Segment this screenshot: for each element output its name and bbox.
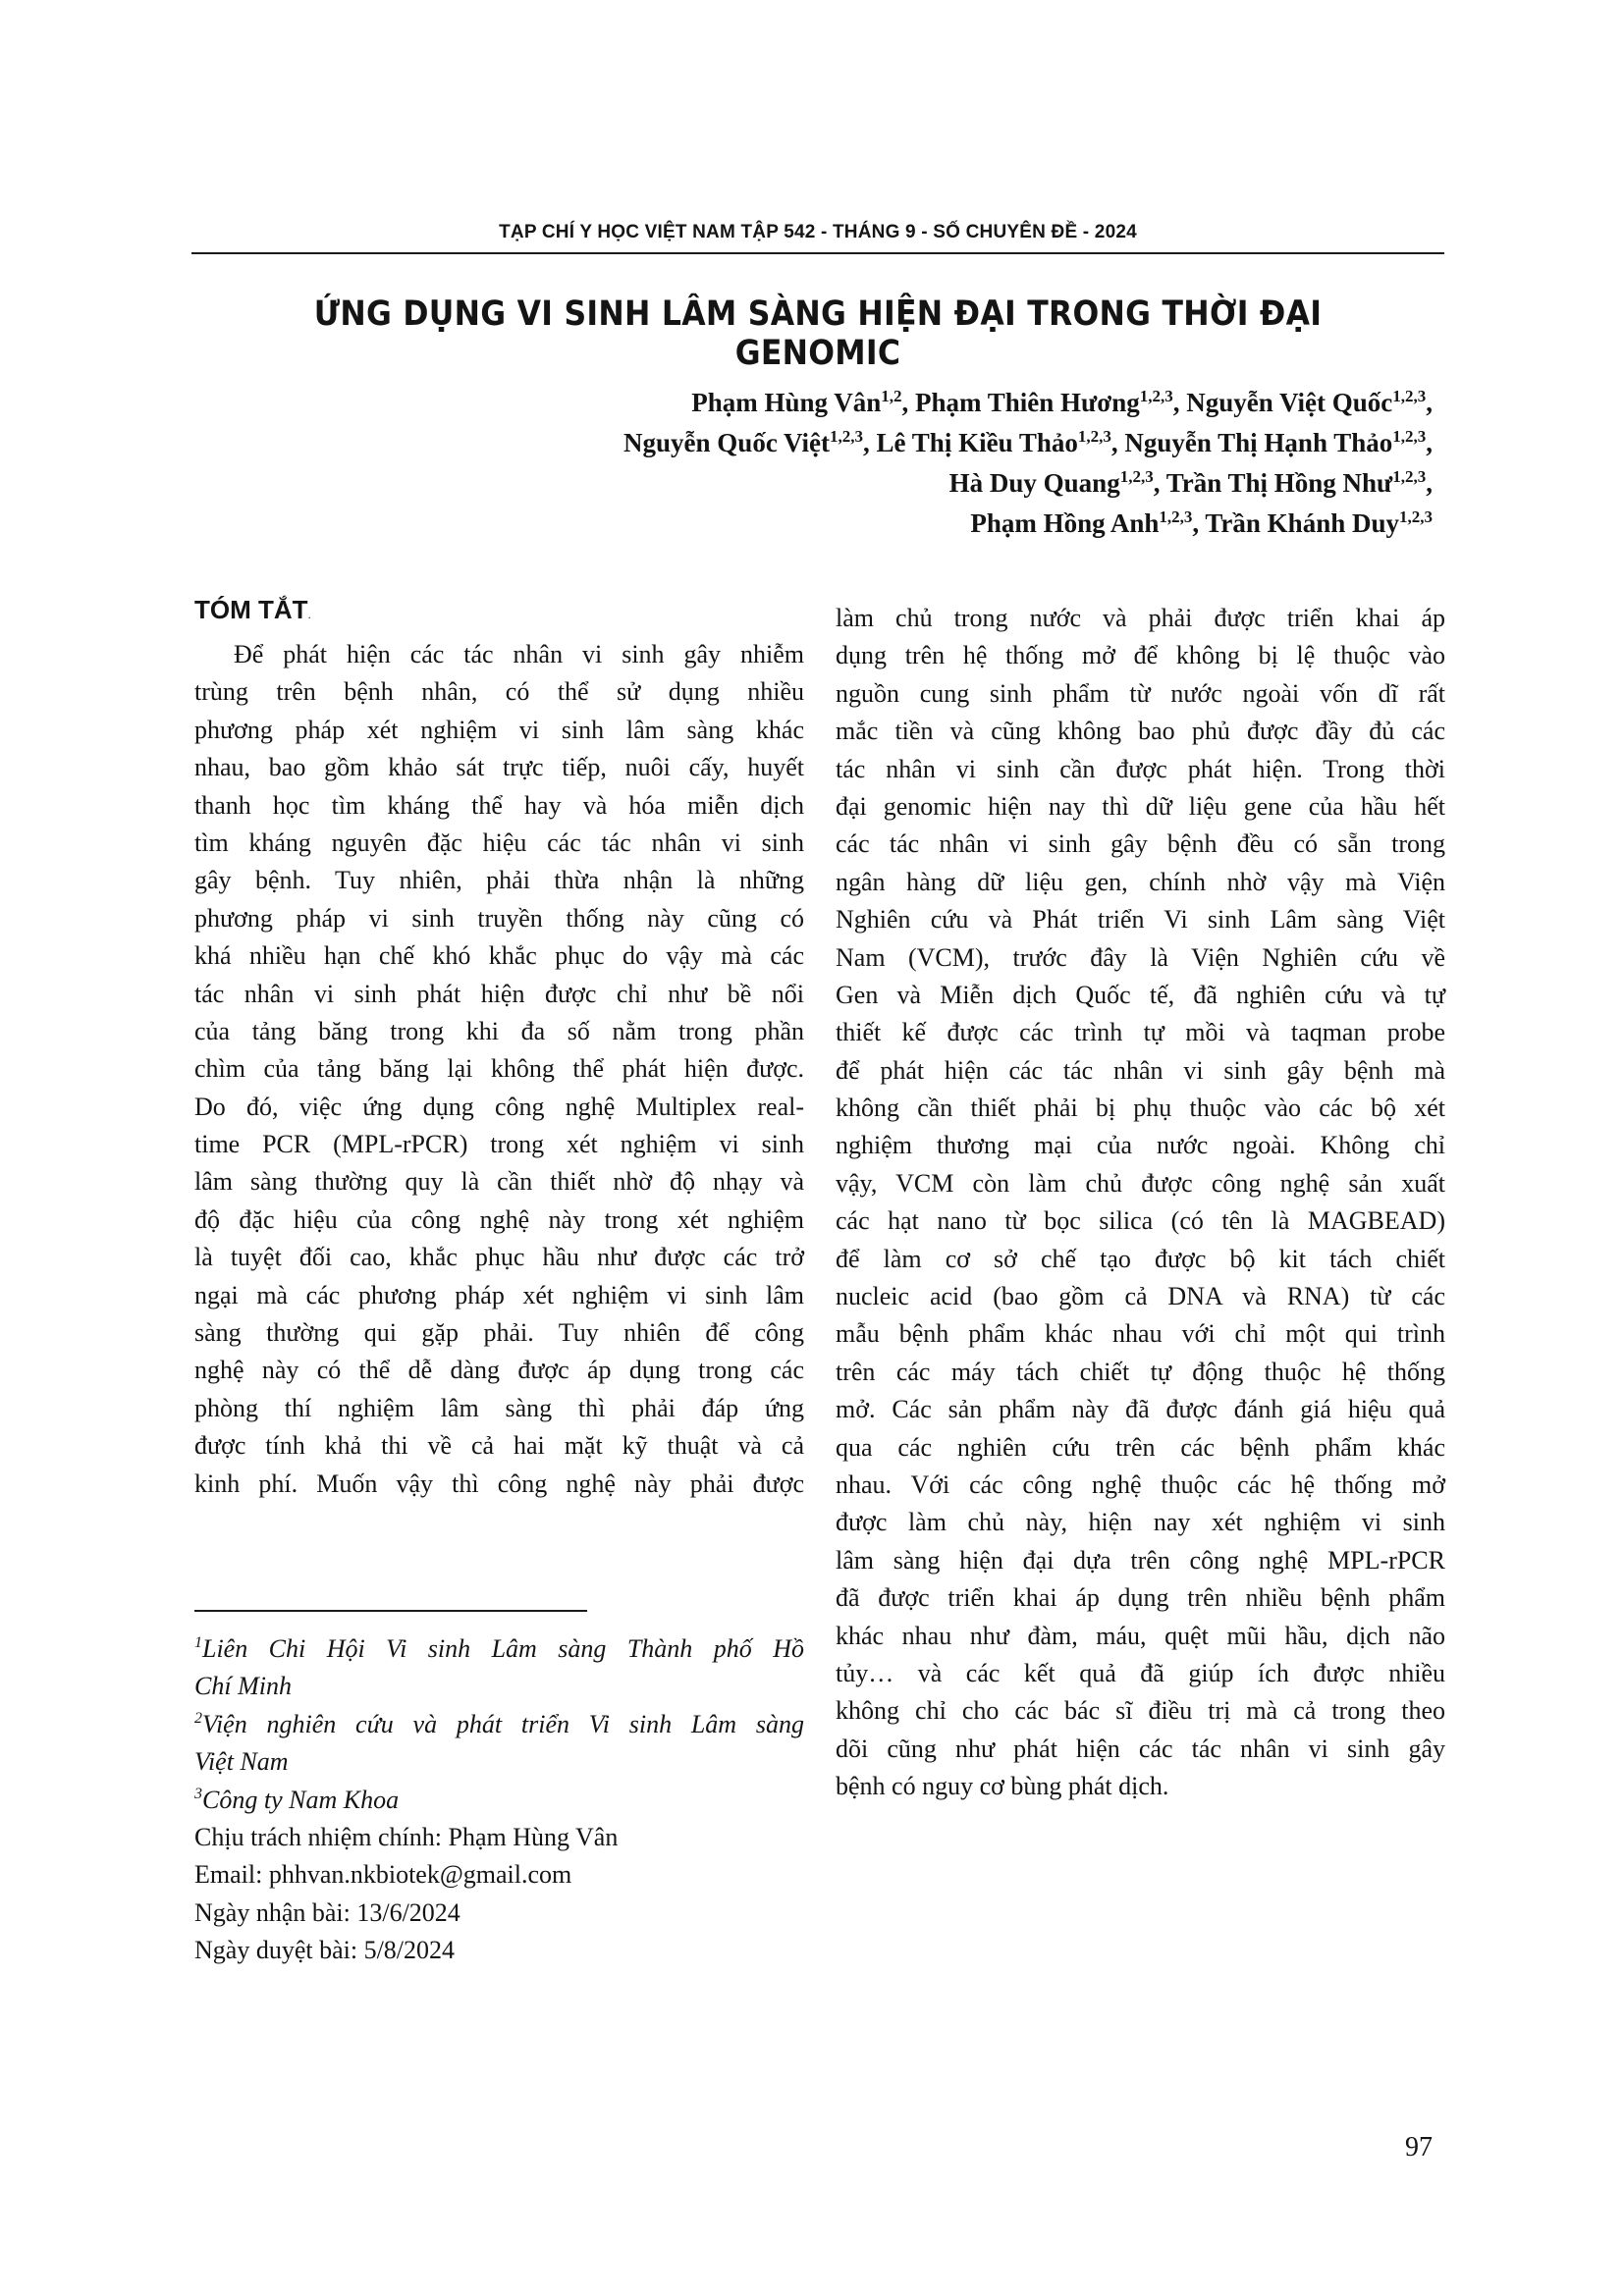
author-name: Lê Thị Kiều Thảo [876, 428, 1078, 457]
text-line: qua các nghiên cứu trên các bệnh phẩm khác [836, 1432, 1445, 1462]
author-separator: , [863, 428, 877, 457]
text-line: thanh học tìm kháng thể hay và hóa miễn dịch [194, 790, 804, 820]
author-name: Trần Khánh Duy [1205, 508, 1399, 538]
author-line [623, 423, 1433, 463]
affiliation-number: 2 [194, 1709, 202, 1727]
affiliation-number: 1 [194, 1634, 202, 1651]
text-line: Gen và Miễn dịch Quốc tế, đã nghiên cứu và tự [836, 980, 1445, 1009]
text-line: các hạt nano từ bọc silica (có tên là MAGBEAD) [836, 1206, 1445, 1236]
text-line: nhau, bao gồm khảo sát trực tiếp, nuôi cấy, huyết [194, 753, 804, 782]
text-line: để phát hiện các tác nhân vi sinh gây bệnh mà [836, 1055, 1445, 1085]
author-affiliation: 1,2,3 [1392, 427, 1427, 446]
text-line: khá nhiều hạn chế khó khắc phục do vậy mà các [194, 941, 804, 971]
abstract-heading-text: TÓM TẮT [194, 595, 308, 624]
running-header: TẠP CHÍ Y HỌC VIỆT NAM TẬP 542 - THÁNG 9 - SỐ CHUYÊN ĐỀ - 2024 [499, 222, 1137, 242]
author-separator: , [1426, 428, 1433, 457]
author-line [623, 383, 1433, 423]
page-number: 97 [1405, 2132, 1433, 2163]
abstract-right-column [836, 600, 1445, 1806]
author-separator: , [901, 388, 916, 417]
text-line: của tảng băng trong khi đa số nằm trong phần [194, 1016, 804, 1045]
affiliation-3 [194, 1782, 804, 1819]
article-title: ỨNG DỤNG VI SINH LÂM SÀNG HIỆN ĐẠI TRONG THỜI ĐẠI GENOMIC [313, 294, 1323, 373]
text-line: lâm sàng thường quy là cần thiết nhờ độ nhạy và [194, 1167, 804, 1197]
author-name: Trần Thị Hồng Như [1165, 468, 1393, 498]
text-line: làm chủ trong nước và phải được triển khai áp [836, 604, 1445, 632]
affiliation-number: 3 [194, 1785, 202, 1802]
corresponding-author: Chịu trách nhiệm chính: Phạm Hùng Vân [194, 1822, 619, 1851]
text-line: dụng trên hệ thống mở để không bị lệ thuộc vào [836, 641, 1445, 670]
text-line: nghệ này có thể dễ dàng được áp dụng trong các [194, 1356, 804, 1385]
text-line: lâm sàng hiện đại dựa trên công nghệ MPL-rPCR [836, 1545, 1445, 1575]
text-line: vậy, VCM còn làm chủ được công nghệ sản xuất [836, 1168, 1445, 1198]
text-line: sàng thường qui gặp phải. Tuy nhiên để công [194, 1318, 804, 1348]
author-affiliation: 1,2,3 [1139, 387, 1173, 405]
author-list [623, 383, 1433, 544]
author-name: Phạm Hùng Vân [691, 388, 882, 417]
text-line: Nghiên cứu và Phát triển Vi sinh Lâm sàng Việt [836, 905, 1445, 934]
affiliation-2 [194, 1706, 804, 1743]
text-line: đại genomic hiện nay thì dữ liệu gene của hầu hết [836, 791, 1445, 821]
author-affiliation: 1,2,3 [1159, 507, 1193, 526]
text-line: là tuyệt đối cao, khắc phục hầu như được các trở [194, 1243, 804, 1272]
affiliation-2-cont: Việt Nam [194, 1747, 289, 1777]
author-name: Nguyễn Quốc Việt [623, 428, 831, 457]
text-line: phương pháp vi sinh truyền thống này cũng có [194, 903, 804, 933]
affiliation-1 [194, 1630, 804, 1668]
author-separator: , [1110, 428, 1125, 457]
text-line: nguồn cung sinh phẩm từ nước ngoài vốn dĩ rất [836, 678, 1445, 708]
author-line [623, 504, 1433, 544]
text-line: nucleic acid (bao gồm cả DNA và RNA) từ các [836, 1282, 1445, 1311]
text-line: để làm cơ sở chế tạo được bộ kit tách chiết [836, 1244, 1445, 1273]
abstract-left-column [194, 636, 804, 1503]
author-affiliation: 1,2,3 [830, 427, 864, 446]
affiliation-text: Công ty Nam Khoa [202, 1785, 400, 1814]
affiliation-text: Liên Chi Hội Vi sinh Lâm sàng Thành phố Hồ [202, 1634, 804, 1663]
text-line: nhau. Với các công nghệ thuộc các hệ thống mở [836, 1469, 1445, 1499]
author-name: Nguyễn Việt Quốc [1186, 388, 1393, 417]
text-line: không chỉ cho các bác sĩ điều trị mà cả trong theo [836, 1696, 1445, 1726]
text-line: được tính khả thi về cả hai mặt kỹ thuật và cả [194, 1431, 804, 1461]
text-line: tìm kháng nguyên đặc hiệu các tác nhân vi sinh [194, 828, 804, 857]
text-line: phương pháp xét nghiệm vi sinh lâm sàng khác [194, 715, 804, 744]
author-affiliation: 1,2 [881, 387, 902, 405]
text-line: Để phát hiện các tác nhân vi sinh gây nhiễm [234, 640, 804, 668]
text-line: trùng trên bệnh nhân, có thể sử dụng nhiều [194, 677, 804, 707]
text-line: time PCR (MPL-rPCR) trong xét nghiệm vi sinh [194, 1130, 804, 1159]
author-affiliation: 1,2,3 [1399, 507, 1433, 526]
text-line: thiết kế được các trình tự mồi và taqman probe [836, 1018, 1445, 1047]
author-separator: , [1426, 468, 1433, 498]
received-date: Ngày nhận bài: 13/6/2024 [194, 1897, 460, 1927]
text-line: tủy… và các kết quả đã giúp ích được nhiều [836, 1658, 1445, 1687]
text-line: mở. Các sản phẩm này đã được đánh giá hiệu quả [836, 1395, 1445, 1424]
author-separator: , [1153, 468, 1166, 498]
text-line: ngân hàng dữ liệu gen, chính nhờ vậy mà Viện [836, 867, 1445, 896]
abstract-heading-mark: . [307, 608, 311, 621]
text-line: bệnh có nguy cơ bùng phát dịch. [836, 1772, 1169, 1801]
text-line: tác nhân vi sinh phát hiện được chỉ như bề nổi [194, 979, 804, 1008]
footnotes [194, 1630, 804, 1970]
author-separator: , [1192, 508, 1206, 538]
text-line: Do đó, việc ứng dụng công nghệ Multiplex real- [194, 1092, 804, 1121]
author-affiliation: 1,2,3 [1392, 467, 1427, 486]
accepted-date: Ngày duyệt bài: 5/8/2024 [194, 1936, 456, 1965]
text-line: phòng thí nghiệm lâm sàng thì phải đáp ứng [194, 1393, 804, 1422]
text-line: kinh phí. Muốn vậy thì công nghệ này phải được [194, 1468, 804, 1498]
email: Email: phhvan.nkbiotek@gmail.com [194, 1860, 572, 1890]
author-separator: , [1172, 388, 1187, 417]
author-separator: , [1426, 388, 1433, 417]
text-line: dõi cũng như phát hiện các tác nhân vi sinh gây [836, 1734, 1445, 1763]
author-affiliation: 1,2,3 [1077, 427, 1111, 446]
abstract-heading [194, 595, 311, 625]
text-line: không cần thiết phải bị phụ thuộc vào các bộ xét [836, 1094, 1445, 1123]
author-line [623, 463, 1433, 504]
text-line: trên các máy tách chiết tự động thuộc hệ thống [836, 1357, 1445, 1386]
header-rule [191, 252, 1444, 254]
text-line: tác nhân vi sinh cần được phát hiện. Trong thời [836, 754, 1445, 783]
text-line: gây bệnh. Tuy nhiên, phải thừa nhận là những [194, 866, 804, 895]
text-line: Nam (VCM), trước đây là Viện Nghiên cứu về [836, 942, 1445, 972]
author-name: Phạm Thiên Hương [915, 388, 1140, 417]
text-line: độ đặc hiệu của công nghệ này trong xét nghiệm [194, 1204, 804, 1234]
author-affiliation: 1,2,3 [1119, 467, 1154, 486]
author-name: Hà Duy Quang [948, 468, 1120, 498]
author-affiliation: 1,2,3 [1392, 387, 1427, 405]
author-name: Phạm Hồng Anh [970, 508, 1160, 538]
text-line: mắc tiền và cũng không bao phủ được đầy đủ các [836, 717, 1445, 746]
affiliation-1-cont: Chí Minh [194, 1672, 292, 1701]
text-line: đã được triển khai áp dụng trên nhiều bệnh phẩm [836, 1583, 1445, 1613]
text-line: chìm của tảng băng lại không thể phát hiện được. [194, 1054, 804, 1084]
text-line: mẫu bệnh phẩm khác nhau với chỉ một qui trình [836, 1319, 1445, 1349]
text-line: được làm chủ này, hiện nay xét nghiệm vi sinh [836, 1508, 1445, 1537]
text-line: khác nhau như đàm, máu, quệt mũi hầu, dịch não [836, 1621, 1445, 1650]
text-line: các tác nhân vi sinh gây bệnh đều có sẵn trong [836, 829, 1445, 859]
affiliation-text: Viện nghiên cứu và phát triển Vi sinh Lâm sàng [202, 1709, 804, 1738]
author-name: Nguyễn Thị Hạnh Thảo [1124, 428, 1393, 457]
footnote-rule [194, 1610, 587, 1612]
text-line: ngại mà các phương pháp xét nghiệm vi sinh lâm [194, 1280, 804, 1309]
text-line: nghiệm thương mại của nước ngoài. Không chỉ [836, 1131, 1445, 1160]
